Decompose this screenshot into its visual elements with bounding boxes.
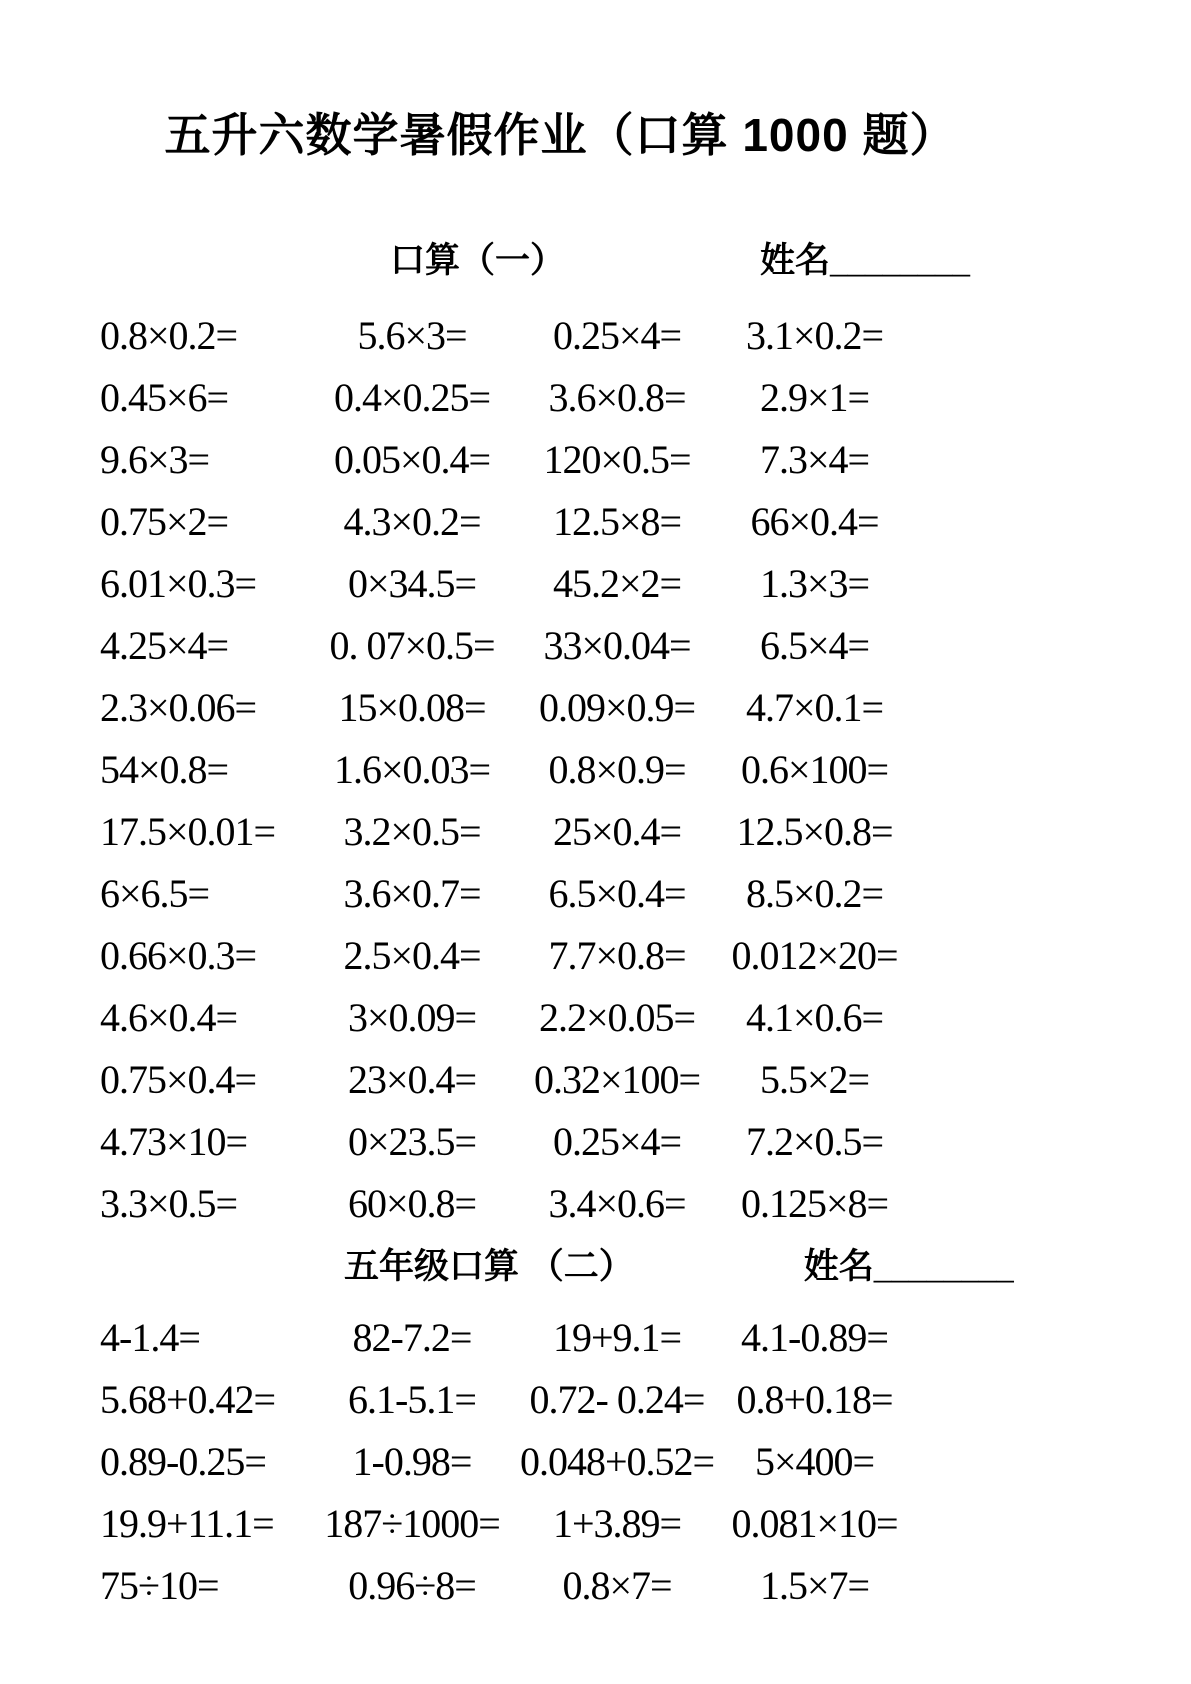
problem-cell: 0.89-0.25= — [100, 1439, 266, 1485]
problem-cell: 0.048+0.52= — [519, 1439, 715, 1485]
problem-cell: 187÷1000= — [324, 1501, 500, 1547]
problem-cell: 1+3.89= — [552, 1501, 682, 1547]
problem-row — [100, 1173, 912, 1235]
problem-row — [100, 553, 912, 615]
problem-row — [100, 429, 912, 491]
problem-cell: 1.6×0.03= — [333, 747, 491, 793]
problem-row — [100, 1555, 912, 1617]
problem-cell: 6.1-5.1= — [348, 1377, 476, 1423]
problem-cell: 4.6×0.4= — [100, 995, 238, 1041]
problem-row — [100, 305, 912, 367]
problem-cell: 23×0.4= — [347, 1057, 477, 1103]
problem-cell: 3.1×0.2= — [745, 313, 884, 359]
problem-cell: 4.7×0.1= — [745, 685, 884, 731]
problem-cell: 82-7.2= — [352, 1315, 472, 1361]
problem-cell: 12.5×8= — [552, 499, 682, 545]
problem-cell: 0.25×4= — [552, 313, 682, 359]
problem-cell: 0. 07×0.5= — [329, 623, 495, 669]
problem-cell: 0.125×8= — [740, 1181, 889, 1227]
problem-cell: 2.5×0.4= — [343, 933, 481, 979]
problem-cell: 4.1×0.6= — [745, 995, 884, 1041]
name-blank-line: ________ — [873, 1247, 1014, 1287]
name-label: 姓名 — [760, 241, 831, 281]
problem-cell: 60×0.8= — [347, 1181, 477, 1227]
problem-cell: 0.75×2= — [100, 499, 229, 545]
problem-cell: 6.5×4= — [759, 623, 870, 669]
problem-cell: 0.45×6= — [100, 375, 229, 421]
problem-cell: 0.6×100= — [740, 747, 889, 793]
section-2-heading: 五年级口算 （二） — [344, 1247, 634, 1287]
problem-cell: 5×400= — [754, 1439, 875, 1485]
problem-cell: 7.2×0.5= — [745, 1119, 884, 1165]
problem-cell: 0.05×0.4= — [333, 437, 491, 483]
problem-cell: 2.3×0.06= — [100, 685, 257, 731]
problem-cell: 4.1-0.89= — [741, 1315, 888, 1361]
section-1-header — [0, 235, 1191, 287]
problem-cell: 0.8×0.2= — [100, 313, 238, 359]
problem-cell: 1.3×3= — [759, 561, 870, 607]
problem-row — [100, 739, 912, 801]
problem-cell: 3.6×0.7= — [343, 871, 481, 917]
problem-cell: 3.2×0.5= — [343, 809, 481, 855]
section-1-problems — [100, 305, 912, 1235]
problem-cell: 0×23.5= — [347, 1119, 477, 1165]
problem-cell: 0.8×0.9= — [548, 747, 686, 793]
problem-cell: 5.6×3= — [357, 313, 467, 359]
problem-cell: 19+9.1= — [552, 1315, 682, 1361]
problem-row — [100, 677, 912, 739]
problem-cell: 6.5×0.4= — [548, 871, 686, 917]
problem-cell: 2.9×1= — [759, 375, 870, 421]
problem-cell: 1.5×7= — [759, 1563, 870, 1609]
problem-cell: 4.73×10= — [100, 1119, 248, 1165]
name-blank-line: ________ — [830, 241, 971, 281]
name-label: 姓名 — [803, 1247, 874, 1287]
problem-row — [100, 801, 912, 863]
problem-cell: 3×0.09= — [347, 995, 477, 1041]
problem-cell: 6×6.5= — [100, 871, 210, 917]
problem-cell: 45.2×2= — [552, 561, 682, 607]
problem-cell: 0.8×7= — [562, 1563, 672, 1609]
problem-row — [100, 1493, 912, 1555]
problem-row — [100, 863, 912, 925]
problem-cell: 4-1.4= — [100, 1315, 200, 1361]
section-2-header — [0, 1241, 1191, 1293]
section-2-problems — [100, 1307, 912, 1617]
problem-cell: 5.5×2= — [759, 1057, 870, 1103]
problem-cell: 4.25×4= — [100, 623, 229, 669]
section-1-heading: 口算（一） — [390, 241, 566, 281]
page-title: 五升六数学暑假作业（口算 1000 题） — [164, 109, 957, 161]
problem-cell: 3.6×0.8= — [548, 375, 686, 421]
problem-cell: 120×0.5= — [543, 437, 691, 483]
problem-cell: 19.9+11.1= — [100, 1501, 274, 1547]
problem-row — [100, 1111, 912, 1173]
problem-cell: 15×0.08= — [338, 685, 486, 731]
problem-cell: 0.081×10= — [731, 1501, 898, 1547]
problem-cell: 0.012×20= — [731, 933, 898, 979]
problem-cell: 6.01×0.3= — [100, 561, 257, 607]
problem-cell: 33×0.04= — [543, 623, 691, 669]
problem-cell: 7.7×0.8= — [548, 933, 686, 979]
problem-cell: 3.4×0.6= — [548, 1181, 686, 1227]
problem-cell: 3.3×0.5= — [100, 1181, 238, 1227]
problem-row — [100, 987, 912, 1049]
problem-row — [100, 925, 912, 987]
problem-row — [100, 1307, 912, 1369]
problem-cell: 1-0.98= — [352, 1439, 472, 1485]
problem-cell: 0.72- 0.24= — [529, 1377, 705, 1423]
problem-cell: 0.09×0.9= — [538, 685, 696, 731]
problem-cell: 25×0.4= — [552, 809, 682, 855]
problem-cell: 8.5×0.2= — [745, 871, 884, 917]
problem-row — [100, 1431, 912, 1493]
problem-cell: 0.8+0.18= — [736, 1377, 893, 1423]
problem-cell: 12.5×0.8= — [736, 809, 893, 855]
problem-cell: 75÷10= — [100, 1563, 219, 1609]
problem-row — [100, 615, 912, 677]
problem-cell: 2.2×0.05= — [538, 995, 696, 1041]
problem-cell: 7.3×4= — [759, 437, 870, 483]
problem-row — [100, 1369, 912, 1431]
problem-cell: 54×0.8= — [100, 747, 229, 793]
problem-cell: 0.25×4= — [552, 1119, 682, 1165]
problem-cell: 5.68+0.42= — [100, 1377, 276, 1423]
problem-cell: 66×0.4= — [750, 499, 879, 545]
problem-cell: 0.4×0.25= — [333, 375, 491, 421]
problem-cell: 0.32×100= — [533, 1057, 701, 1103]
problem-row — [100, 367, 912, 429]
problem-cell: 0.75×0.4= — [100, 1057, 257, 1103]
problem-cell: 9.6×3= — [100, 437, 210, 483]
problem-cell: 0.96÷8= — [348, 1563, 476, 1609]
problem-row — [100, 491, 912, 553]
problem-cell: 17.5×0.01= — [100, 809, 276, 855]
problem-row — [100, 1049, 912, 1111]
problem-cell: 0×34.5= — [347, 561, 477, 607]
problem-cell: 0.66×0.3= — [100, 933, 257, 979]
problem-cell: 4.3×0.2= — [343, 499, 481, 545]
